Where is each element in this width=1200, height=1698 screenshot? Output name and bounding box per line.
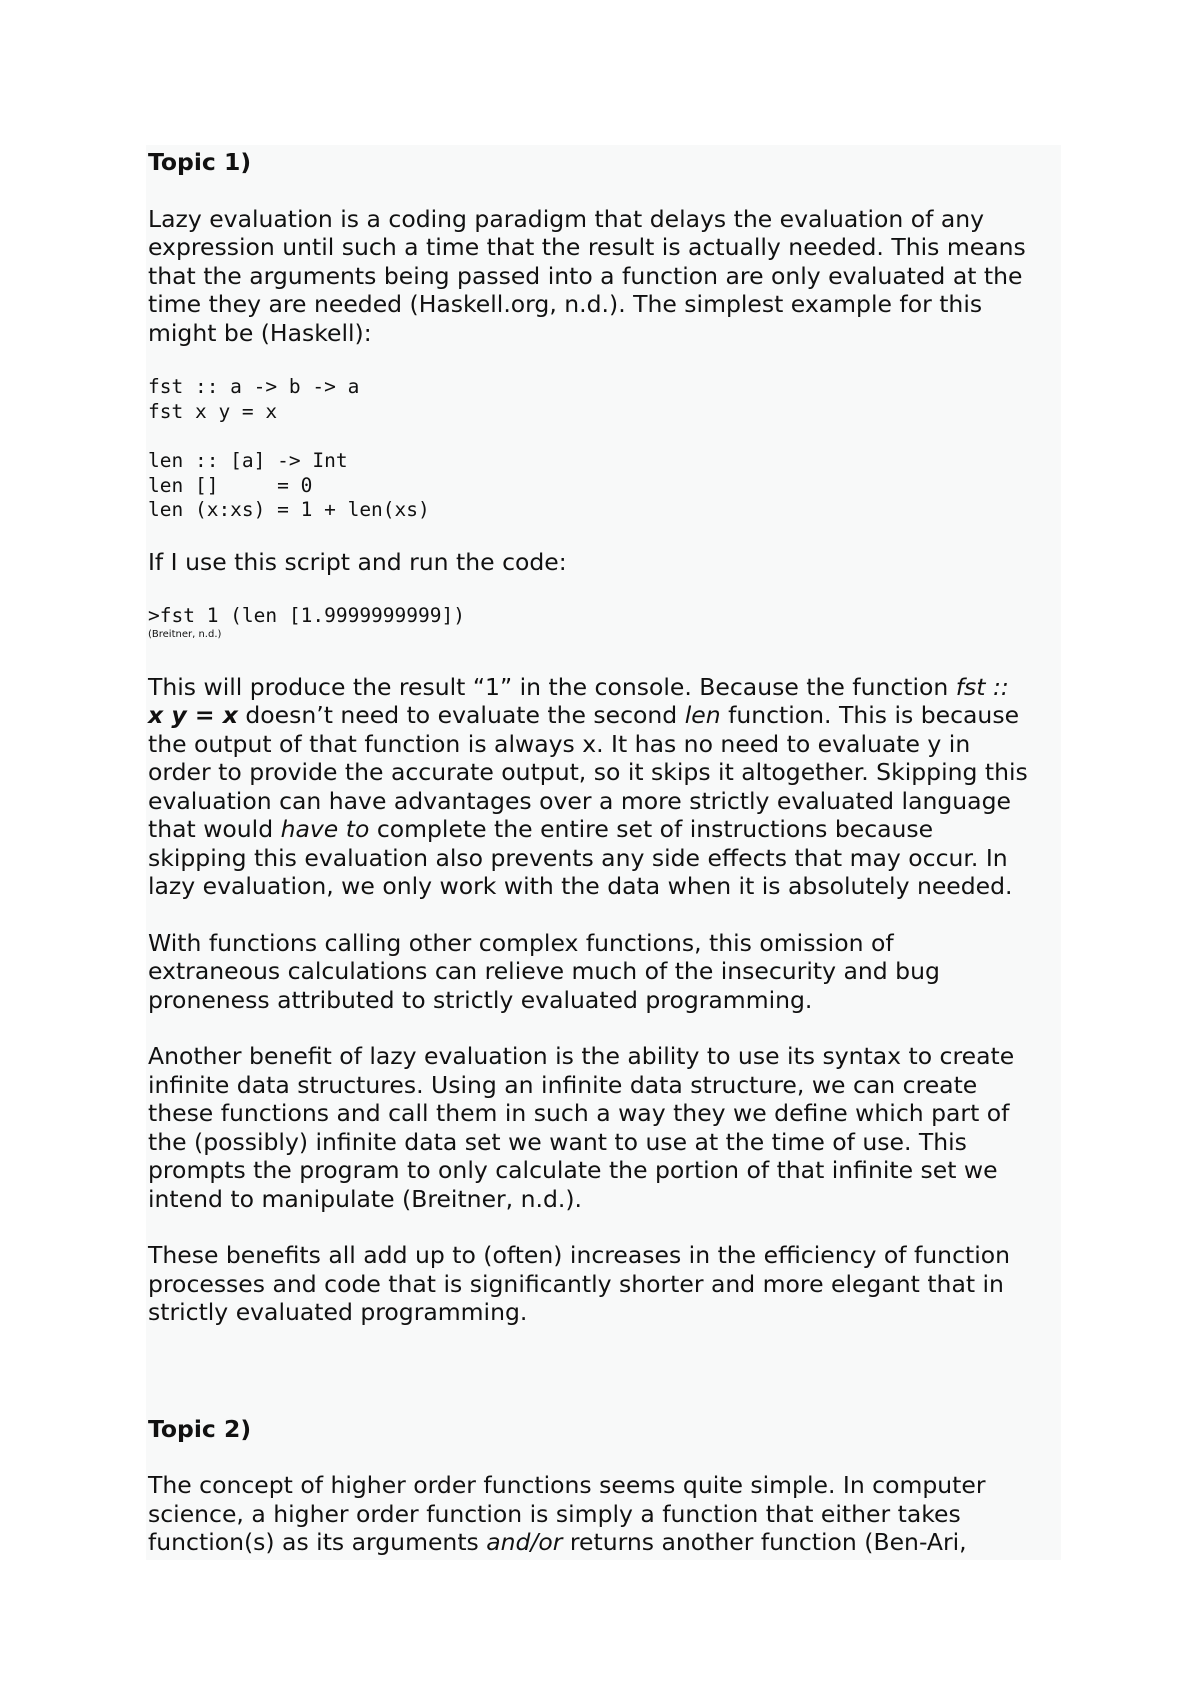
code-snippet-fst: [148, 375, 1063, 424]
text-line: the (possibly) infinite data set we want to use at the time of use. This: [148, 1127, 967, 1156]
section-spacer: [148, 1355, 1063, 1415]
text-line: order to provide the accurate output, so it skips it altogether. Skipping this: [148, 758, 1028, 786]
text-line: that would have to complete the entire set of instructions because: [148, 815, 934, 843]
text-line: might be (Haskell):: [148, 318, 372, 347]
text-line: these functions and call them in such a way they we define which part of: [148, 1099, 1010, 1127]
text-line: skipping this evaluation also prevents any side effects that may occur. In: [148, 843, 1008, 872]
italic-text: fst ::: [955, 672, 1009, 701]
text-line: Lazy evaluation is a coding paradigm that delays the evaluation of any: [148, 204, 985, 233]
text-line: infinite data structures. Using an infinite data structure, we can create: [148, 1070, 978, 1099]
text-line: The concept of higher order functions seems quite simple. In computer: [148, 1471, 986, 1499]
functions-paragraph: [148, 929, 1063, 1015]
text-line: that the arguments being passed into a function are only evaluated at the: [148, 261, 1023, 290]
text-line: expression until such a time that the result is actually needed. This means: [148, 233, 1026, 261]
italic-text: len: [684, 701, 721, 729]
run-code-line: >fst 1 (len [1.9999999999]): [148, 604, 465, 627]
text-line: extraneous calculations can relieve much of the insecurity and bug: [148, 957, 940, 985]
text-line: With functions calling other complex functions, this omission of: [148, 928, 894, 957]
topic2-intro: [148, 1471, 1063, 1557]
text-line: function(s) as its arguments and/or returns another function (Ben-Ari,: [148, 1528, 967, 1556]
code-snippet-len: [148, 449, 1063, 523]
code-line: len (x:xs) = 1 + len(xs): [148, 498, 430, 521]
italic-text: and/or: [486, 1528, 563, 1556]
italic-text: have to: [280, 815, 370, 843]
bold-italic-text: x y = x: [148, 701, 238, 729]
text-line: Another benefit of lazy evaluation is the ability to use its syntax to create: [148, 1042, 1015, 1070]
topic1-heading: Topic 1): [148, 148, 252, 176]
text-line: science, a higher order function is simply a function that either takes: [148, 1499, 961, 1528]
topic2-heading: Topic 2): [148, 1414, 252, 1443]
run-intro: If I use this script and run the code:: [148, 547, 567, 576]
topic1-explanation: [148, 673, 1063, 901]
text-line: These benefits all add up to (often) increases in the efficiency of function: [148, 1241, 1011, 1269]
code-line: fst x y = x: [148, 399, 278, 423]
text-line: the output of that function is always x. It has no need to evaluate y in: [148, 729, 971, 758]
document-body: [148, 148, 1063, 1585]
text-line: processes and code that is significantly shorter and more elegant that in: [148, 1269, 1004, 1298]
text-line: intend to manipulate (Breitner, n.d.).: [148, 1184, 583, 1213]
run-citation: (Breitner, n.d.): [148, 628, 222, 640]
text-line: lazy evaluation, we only work with the data when it is absolutely needed.: [148, 872, 1013, 900]
infinite-structures-paragraph: [148, 1042, 1063, 1213]
text-line: prompts the program to only calculate the portion of that infinite set we: [148, 1156, 998, 1184]
text-line: evaluation can have advantages over a more strictly evaluated language: [148, 786, 1011, 815]
text-line: x y = x doesn’t need to evaluate the second len function. This is because: [148, 701, 1020, 729]
text-line: time they are needed (Haskell.org, n.d.). The simplest example for this: [148, 290, 983, 318]
benefits-paragraph: [148, 1241, 1063, 1327]
code-line: fst :: a -> b -> a: [148, 375, 360, 398]
code-line: len :: [a] -> Int: [148, 449, 348, 472]
text-line: strictly evaluated programming.: [148, 1298, 528, 1326]
run-code-block: [148, 604, 1063, 641]
text-line: This will produce the result “1” in the console. Because the function fst ::: [148, 672, 1009, 701]
topic1-intro: [148, 205, 1063, 348]
text-line: proneness attributed to strictly evaluated programming.: [148, 985, 813, 1014]
code-line: len [] = 0: [148, 473, 313, 497]
